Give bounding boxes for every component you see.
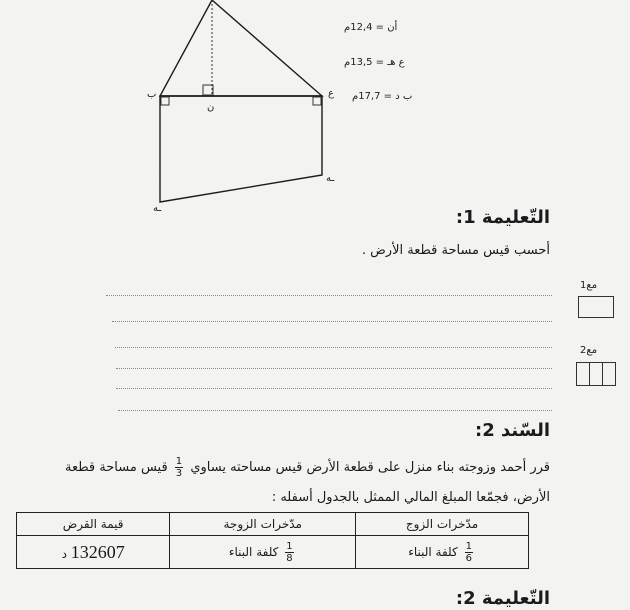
header-husband-savings: مدّخرات الزوج (356, 513, 529, 536)
instruction-2-title: التّعليمة 2: (455, 588, 550, 609)
fraction-denominator: 3 (175, 468, 183, 479)
right-angle-mark-right (313, 97, 321, 105)
criterion-1-label: مع1 (580, 280, 598, 291)
loan-amount: 132607 (70, 541, 125, 562)
answer-line (118, 410, 552, 411)
husband-cost-label: كلفة البناء (408, 544, 458, 559)
right-angle-mark-left (161, 97, 169, 105)
cell-loan-value (17, 536, 170, 569)
fraction-one-third (175, 456, 183, 479)
sanad-2-text-part-1: قرر أحمد وزوجته بناء منزل على قطعة الأرض قيس مساحته يساوي (190, 460, 550, 475)
sanad-2-title: السّند 2: (475, 420, 550, 441)
measure-height: أن = 12,4م (344, 22, 398, 33)
criterion-1-box[interactable] (578, 296, 614, 318)
answer-line (116, 388, 552, 389)
vertex-label-bottom-right: ـه (326, 173, 335, 184)
header-wife-savings: مدّخرات الزوجة (170, 513, 356, 536)
sanad-2-line-1 (65, 456, 550, 479)
trapezoid-shape (160, 96, 322, 202)
answer-line (115, 347, 552, 348)
vertex-label-ain: ع (328, 88, 334, 99)
header-loan-value: قيمة القرض (17, 513, 170, 536)
criterion-2-box[interactable] (576, 362, 616, 386)
fraction-numerator: 1 (175, 456, 183, 467)
sanad-2-line-2: الأرض، فجمّعا المبلغ المالي الممثل بالجدول أسفله : (271, 490, 550, 505)
answer-line (106, 295, 552, 296)
measure-side-bd: ب د = 17,7م (352, 91, 413, 102)
vertex-label-b: ب (147, 89, 157, 100)
vertex-label-bottom-left: ـه (153, 203, 162, 214)
loan-unit: د (61, 546, 67, 561)
criterion-2-label: مع2 (580, 345, 598, 356)
measure-side-ah: ع هـ = 13,5م (344, 57, 405, 68)
wife-cost-label: كلفة البناء (228, 544, 279, 559)
triangle-shape (160, 0, 322, 96)
cell-wife-savings (170, 536, 356, 569)
wife-fraction: $\frac{1}{8}$ (286, 540, 293, 564)
answer-line (116, 368, 552, 369)
instruction-1-text: أحسب قيس مساحة قطعة الأرض . (361, 243, 550, 258)
cell-husband-savings (356, 536, 529, 569)
vertex-label-foot: ن (207, 102, 215, 113)
husband-fraction: $\frac{1}{6}$ (465, 540, 472, 564)
instruction-1-title: التّعليمة 1: (455, 207, 550, 228)
answer-line (112, 321, 552, 322)
savings-table (16, 512, 529, 569)
sanad-2-text-part-2: قيس مساحة قطعة (65, 460, 168, 475)
